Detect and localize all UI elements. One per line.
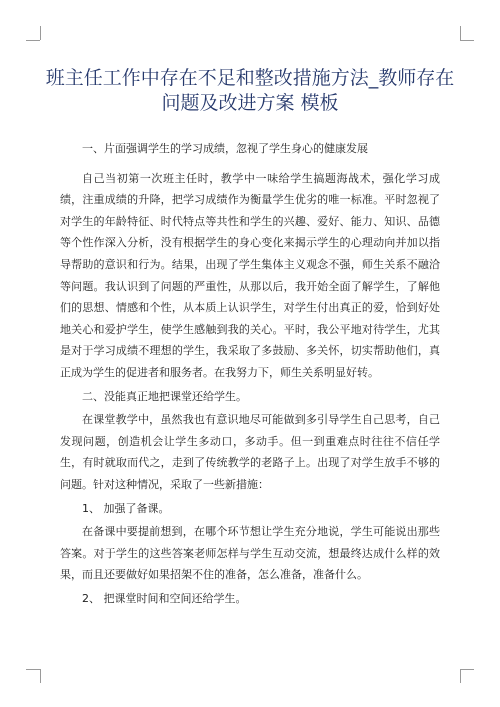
list-item-1: 1、 加强了备课。 — [82, 501, 170, 515]
crop-mark-bottom-left-v — [40, 669, 41, 683]
crop-mark-top-right-v — [460, 26, 461, 40]
body-paragraph-3: 在备课中要提前想到，在哪个环节想让学生充分地说，学生可能说出那些答案。对于学生的这些答案老师怎样与学生互动交流，想最终达成什么样的效果，而且还要做好如果招架不住的准备，怎么准备，准备什么。 — [60, 525, 440, 582]
crop-mark-top-left-h — [26, 40, 40, 41]
section-heading-2: 二、没能真正地把课堂还给学生。 — [82, 389, 247, 403]
crop-mark-bottom-right-v — [460, 669, 461, 683]
crop-mark-bottom-right-h — [460, 669, 474, 670]
section-heading-1: 一、片面强调学生的学习成绩，忽视了学生身心的健康发展 — [82, 142, 368, 155]
body-paragraph-2: 在课堂教学中，虽然我也有意识地尽可能做到多引导学生自己思考，自己发现问题，创造机会让学生多动口，多动手。但一到重难点时往往不信任学生，有时就取而代之，走到了传统教学的老路子上。出现了对学生放手不够的问题。针对这种情况，采取了一些新措施： — [60, 413, 440, 491]
document-title: 班主任工作中存在不足和整改措施方法_教师存在问题及改进方案 模板 — [45, 67, 455, 114]
document-body — [60, 138, 440, 611]
crop-mark-top-left-v — [40, 26, 41, 40]
body-paragraph-1: 自己当初第一次班主任时，教学中一味给学生搞题海战术，强化学习成绩，注重成绩的升降，把学习成绩作为衡量学生优劣的唯一标准。平时忽视了对学生的年龄特征、时代特点等共性和学生的兴趣、爱好、能力、知识、品德等个性作深入分析，没有根据学生的身心变化来揭示学生的心理动向并加以指导帮助的意识和行为。结果，出现了学生集体主义观念不强，师生关系不融洽等问题。我认识到了问题的严重性，从那以后，我开始全面了解学生，了解他们的思想、情感和个性，从本质上认识学生，对学生付出真正的爱，恰到好处地关心和爱护学生，使学生感触到我的关心。平时，我公平地对待学生，尤其是对于学习成绩不理想的学生，我采取了多鼓励、多关怀，切实帮助他们，真正成为学生的促进者和服务者。在我努力下，师生关系明显好转。 — [60, 171, 440, 379]
crop-mark-top-right-h — [460, 40, 474, 41]
list-item-2: 2、 把课堂时间和空间还给学生。 — [82, 591, 247, 605]
crop-mark-bottom-left-h — [26, 669, 40, 670]
